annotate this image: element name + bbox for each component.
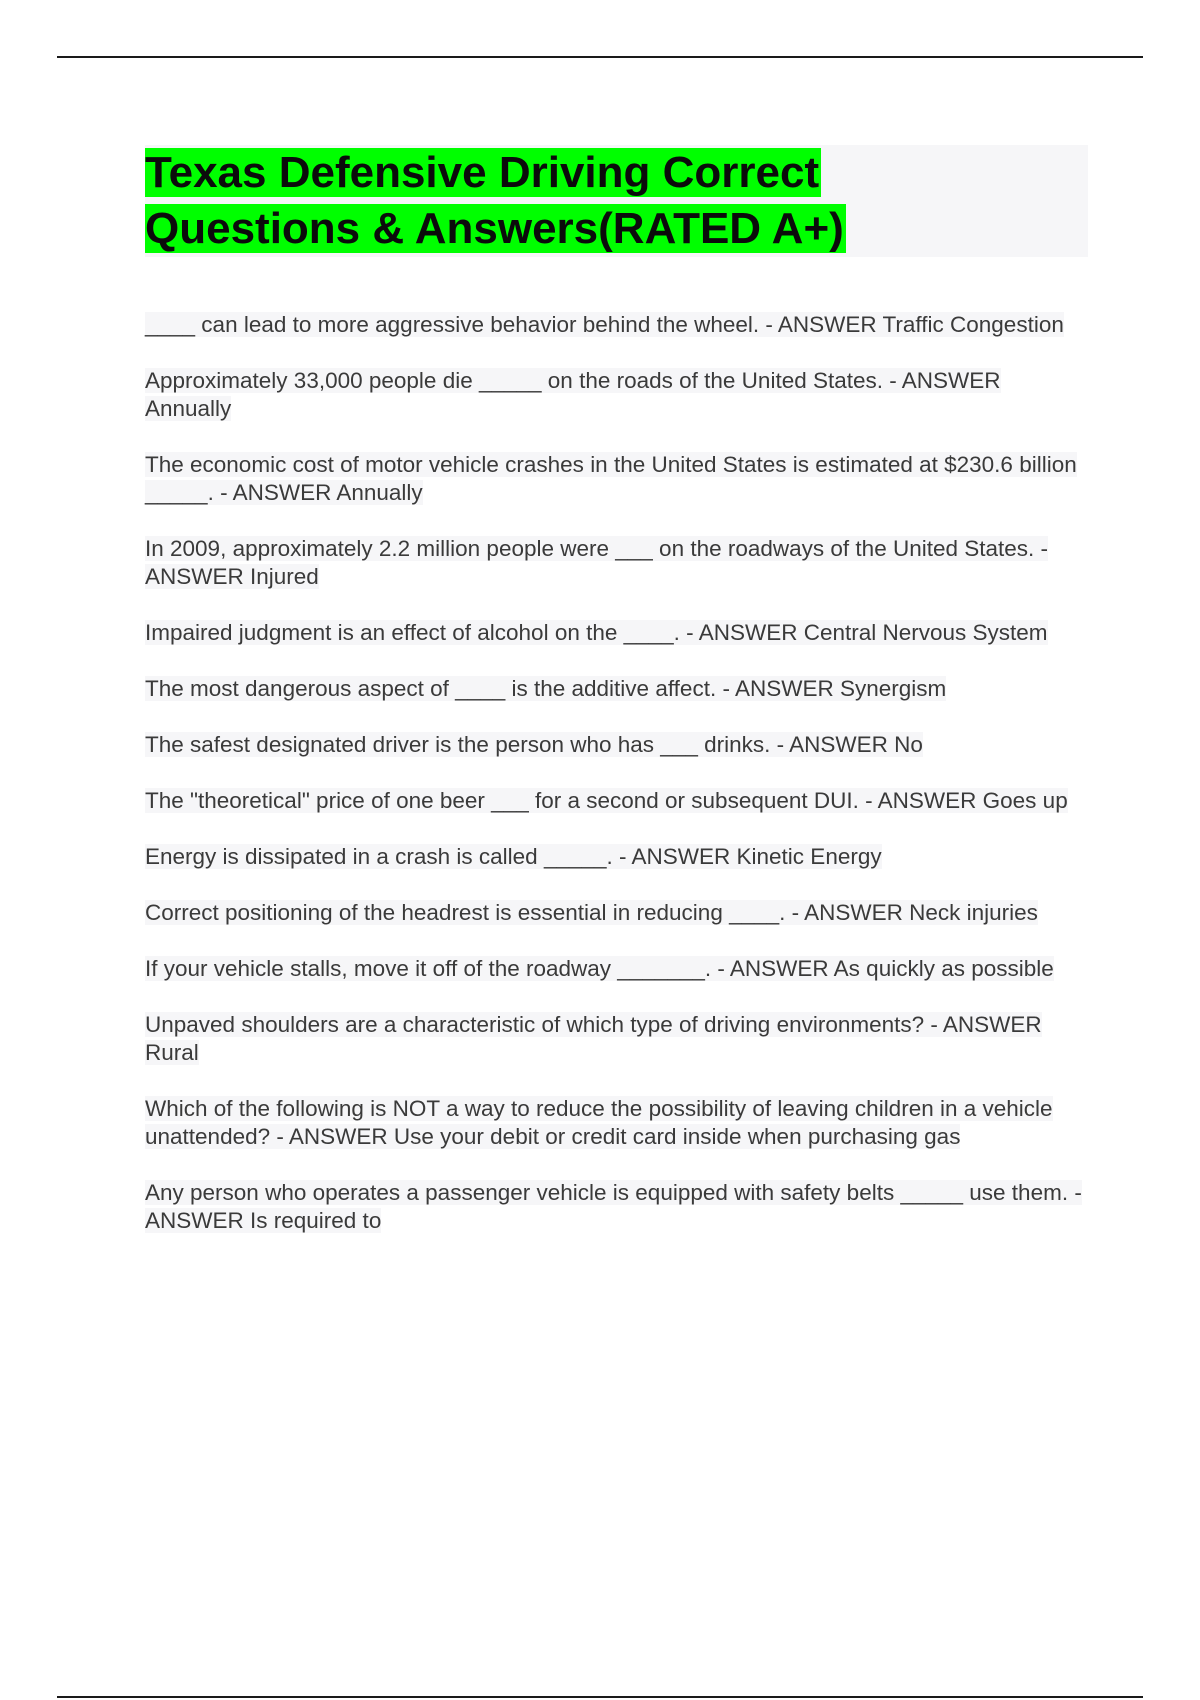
qa-item bbox=[145, 843, 1085, 871]
title-block bbox=[145, 145, 1088, 257]
qa-text: Approximately 33,000 people die _____ on the roads of the United States. - ANSWER Annually bbox=[145, 368, 1001, 421]
qa-text: ____ can lead to more aggressive behavior behind the wheel. - ANSWER Traffic Congestion bbox=[145, 312, 1064, 337]
qa-item bbox=[145, 899, 1085, 927]
page-title bbox=[145, 145, 1088, 257]
qa-item bbox=[145, 731, 1085, 759]
qa-item bbox=[145, 311, 1085, 339]
qa-item bbox=[145, 787, 1085, 815]
qa-text: Any person who operates a passenger vehicle is equipped with safety belts _____ use them. - ANSWER Is required to bbox=[145, 1180, 1082, 1233]
qa-item bbox=[145, 675, 1085, 703]
qa-text: The economic cost of motor vehicle crashes in the United States is estimated at $230.6 billion _____. - ANSWER Annually bbox=[145, 452, 1077, 505]
title-line-1: Texas Defensive Driving Correct bbox=[145, 148, 820, 197]
qa-text: Which of the following is NOT a way to reduce the possibility of leaving children in a vehicle unattended? - ANSWER Use your debit or credit card inside when purchasing gas bbox=[145, 1096, 1053, 1149]
qa-item bbox=[145, 619, 1085, 647]
qa-text: Correct positioning of the headrest is essential in reducing ____. - ANSWER Neck injuries bbox=[145, 900, 1038, 925]
qa-text: Impaired judgment is an effect of alcohol on the ____. - ANSWER Central Nervous System bbox=[145, 620, 1048, 645]
qa-text: The safest designated driver is the person who has ___ drinks. - ANSWER No bbox=[145, 732, 923, 757]
title-line-2: Questions & Answers(RATED A+) bbox=[145, 204, 844, 253]
header-rule bbox=[57, 56, 1143, 58]
qa-item bbox=[145, 367, 1085, 423]
qa-item bbox=[145, 1179, 1085, 1235]
qa-text: Energy is dissipated in a crash is called _____. - ANSWER Kinetic Energy bbox=[145, 844, 882, 869]
qa-list bbox=[145, 311, 1085, 1263]
qa-item bbox=[145, 535, 1085, 591]
qa-item bbox=[145, 955, 1085, 983]
qa-text: Unpaved shoulders are a characteristic of which type of driving environments? - ANSWER Rural bbox=[145, 1012, 1042, 1065]
qa-text: The most dangerous aspect of ____ is the additive affect. - ANSWER Synergism bbox=[145, 676, 947, 701]
qa-text: If your vehicle stalls, move it off of the roadway _______. - ANSWER As quickly as possible bbox=[145, 956, 1054, 981]
footer-rule bbox=[57, 1696, 1143, 1698]
qa-text: In 2009, approximately 2.2 million people were ___ on the roadways of the United States. - ANSWER Injured bbox=[145, 536, 1049, 589]
qa-text: The "theoretical" price of one beer ___ for a second or subsequent DUI. - ANSWER Goes up bbox=[145, 788, 1068, 813]
qa-item bbox=[145, 451, 1085, 507]
qa-item bbox=[145, 1011, 1085, 1067]
qa-item bbox=[145, 1095, 1085, 1151]
